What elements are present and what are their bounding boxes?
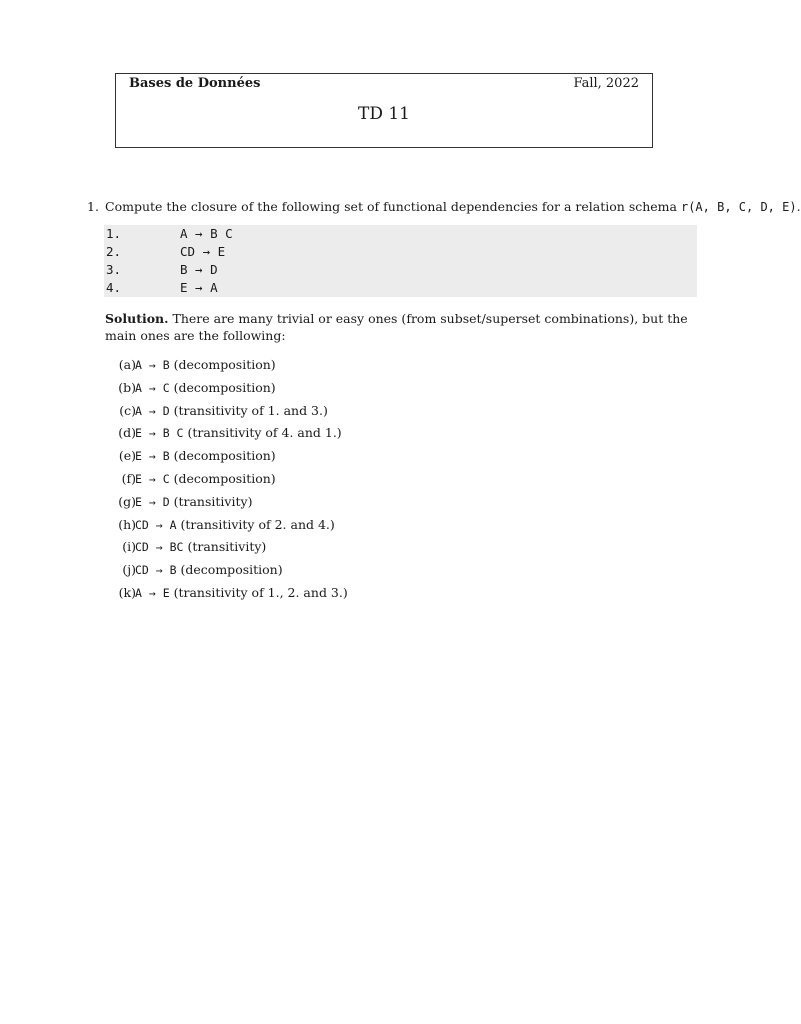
list-item xyxy=(105,517,705,540)
item-note: (decomposition) xyxy=(173,379,276,395)
list-item xyxy=(105,471,705,494)
item-note: (decomposition) xyxy=(173,357,276,372)
term-label: Fall, 2022 xyxy=(573,76,639,91)
item-label: (a) xyxy=(118,357,136,372)
item-label: (i) xyxy=(122,539,136,555)
dependency-row xyxy=(104,280,697,298)
dependency-number: 4. xyxy=(106,280,122,295)
item-dependency: E → D xyxy=(135,494,170,509)
item-dependency: CD → B xyxy=(135,563,177,578)
solution-label: Solution. xyxy=(105,311,169,326)
item-note: (transitivity of 2. and 4.) xyxy=(180,516,335,532)
list-item xyxy=(105,562,705,585)
relation-schema: r(A, B, C, D, E) xyxy=(680,200,797,214)
dependency-text: A → B C xyxy=(180,226,233,241)
list-item xyxy=(105,380,705,403)
question-number: 1. xyxy=(87,199,99,214)
list-item xyxy=(105,585,705,608)
item-dependency: A → E xyxy=(135,585,170,600)
item-note: (transitivity of 1. and 3.) xyxy=(173,402,328,418)
item-note: (transitivity of 4. and 1.) xyxy=(187,425,342,441)
dependency-number: 3. xyxy=(106,262,122,277)
item-label: (f) xyxy=(121,470,136,486)
header-box xyxy=(115,73,653,148)
question-end: . xyxy=(796,199,801,214)
list-item xyxy=(105,425,705,448)
item-dependency: A → D xyxy=(135,403,170,418)
item-note: (transitivity of 1., 2. and 3.) xyxy=(173,584,348,600)
item-note: (decomposition) xyxy=(173,448,276,464)
item-note: (decomposition) xyxy=(173,470,276,486)
solution-list xyxy=(105,357,705,608)
solution-text: There are many trivial or easy ones (from subset/superset combinations), but the main ones are the following: xyxy=(105,311,688,343)
dependency-row xyxy=(104,226,697,244)
item-dependency: E → C xyxy=(135,471,170,486)
item-dependency: E → B C xyxy=(135,426,184,441)
item-label: (h) xyxy=(118,516,136,532)
item-dependency: CD → BC xyxy=(135,540,184,555)
question-body: Compute the closure of the following set of functional dependencies for a relation schema xyxy=(105,199,677,214)
list-item xyxy=(105,448,705,471)
solution-paragraph xyxy=(105,310,705,344)
item-label: (k) xyxy=(118,584,136,600)
dependency-listing xyxy=(104,225,697,297)
list-item xyxy=(105,539,705,562)
list-item xyxy=(105,403,705,426)
item-label: (g) xyxy=(118,493,136,509)
dependency-row xyxy=(104,262,697,280)
list-item xyxy=(105,494,705,517)
item-note: (decomposition) xyxy=(180,562,283,578)
course-name: Bases de Données xyxy=(129,76,261,91)
dependency-number: 2. xyxy=(106,244,122,259)
question-text xyxy=(105,199,801,214)
item-label: (j) xyxy=(122,562,136,578)
item-dependency: A → B xyxy=(135,358,170,372)
item-dependency: CD → A xyxy=(135,517,177,532)
item-note: (transitivity) xyxy=(173,493,253,509)
item-label: (b) xyxy=(118,379,136,395)
item-label: (d) xyxy=(118,425,136,441)
dependency-text: B → D xyxy=(180,262,218,277)
item-dependency: E → B xyxy=(135,449,170,464)
item-label: (c) xyxy=(119,402,136,418)
dependency-text: E → A xyxy=(180,280,218,295)
item-label: (e) xyxy=(118,448,136,464)
item-note: (transitivity) xyxy=(187,539,267,555)
item-dependency: A → C xyxy=(135,380,170,395)
dependency-text: CD → E xyxy=(180,244,226,259)
dependency-number: 1. xyxy=(106,226,122,241)
list-item xyxy=(105,357,705,380)
dependency-row xyxy=(104,244,697,262)
page-title: TD 11 xyxy=(357,104,410,124)
